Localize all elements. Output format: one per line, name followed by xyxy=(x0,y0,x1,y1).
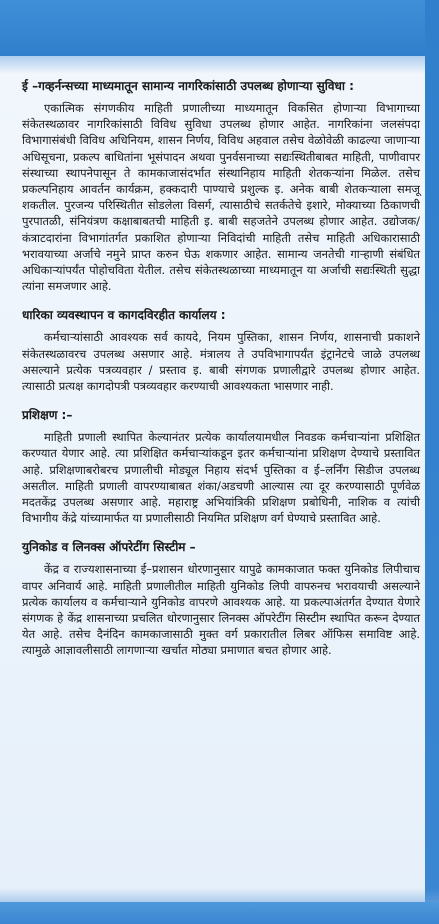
section-heading: प्रशिक्षण :– xyxy=(22,408,73,423)
section-egovernance-facilities xyxy=(22,78,420,294)
bottom-decorative-band xyxy=(0,902,439,924)
section-body: माहिती प्रणाली स्थापित केल्यानंतर प्रत्येक कार्यालयामधील निवडक कर्मचाऱ्यांना प्रशिक्षित करण्यात येणार आहे. त्या प्रशिक्षित कर्मचाऱ्यांकडून इतर कर्मचाऱ्यांना प्रशिक्षण देण्याचे प्रस्तावित आहे. प्रशिक्षणाबरोबरच प्रणालीची मोड्यूल निहाय संदर्भ पुस्तिका व ई–लर्निंग सिडीज उपलब्ध असतील. माहिती प्रणाली वापरण्याबाबत शंका/अडचणी आल्यास त्या दूर करण्यासाठी पूर्णवेळ मदतकेंद्र उपलब्ध असणार आहे. महाराष्ट्र अभियांत्रिकी प्रशिक्षण प्रबोधिनी, नाशिक व त्यांची विभागीय केंद्रे यांच्यामार्फत या प्रणालीसाठी नियमित प्रशिक्षण वर्ग घेण्याचे प्रस्तावित आहे. xyxy=(22,430,420,526)
section-body: कर्मचाऱ्यांसाठी आवश्यक सर्व कायदे, नियम पुस्तिका, शासन निर्णय, शासनाची प्रकाशने संकेतस्थळावरच उपलब्ध असणार आहे. मंत्रालय ते उपविभागापर्यंत इंट्रानेटचे जाळे उपलब्ध असल्याने प्रत्येक पत्रव्यवहार / प्रस्ताव इ. बाबी संगणक प्रणालीद्वारे उपलब्ध होणार आहेत. त्यासाठी प्रत्यक्ष कागदोपत्री पत्रव्यवहार करण्याची आवश्यकता भासणार नाही. xyxy=(22,330,420,394)
section-body: केंद्र व राज्यशासनाच्या ई–प्रशासन धोरणानुसार यापुढे कामकाजात फक्त युनिकोड लिपीचाच वापर अनिवार्य आहे. माहिती प्रणालीतील माहिती युनिकोड लिपी वापरुनच भरावयाची असल्याने प्रत्येक कार्यालय व कर्मचाऱ्याने युनिकोड वापरणे आवश्यक आहे. या प्रकल्पाअंतर्गत देण्यात येणारे संगणक हे केंद्र शासनाच्या प्रचलित धोरणानुसार लिनक्स ऑपरेटींग सिस्टीम स्थापित करून देण्यात येत आहे. तसेच दैनंदिन कामकाजासाठी मुक्त वर्ग प्रकारातील लिबर ऑफिस समाविष्ट आहे. त्यामुळे आज्ञावलीसाठी लागणाऱ्या खर्चात मोठ्या प्रमाणात बचत होणार आहे. xyxy=(22,562,420,658)
content-area xyxy=(22,78,420,672)
section-heading: युनिकोड व लिनक्स ऑपरेटींग सिस्टीम – xyxy=(22,540,196,555)
section-body: एकात्मिक संगणकीय माहिती प्रणालीच्या माध्यमातून विकसित होणाऱ्या विभागाच्या संकेतस्थळावर नागरिकांसाठी विविध सुविधा उपलब्ध होणार आहेत. नागरिकांना जलसंपदा विभागासंबंधी विविध अधिनियम, शासन निर्णय, विविध अहवाल तसेच वेळोवेळी काढल्या जाणाऱ्या अधिसूचना, प्रकल्प बाधितांना भूसंपादन अथवा पुनर्वसनाच्या सद्यःस्थितीबाबत माहिती, पाणीवापर संस्थाच्या स्थापनेपासून ते कामकाजासंदर्भात संस्थानिहाय माहिती शेतकऱ्यांना मिळेल. तसेच प्रकल्पनिहाय आवर्तन कार्यक्रम, हक्कदारी पाण्याचे प्रशुल्क इ. अनेक बाबी शेतकऱ्याला समजू शकतील. पुरजन्य परिस्थितीत सोडलेला विसर्ग, त्यासाठीचे सतर्कतेचे इशारे, मोक्याच्या ठिकाणची पुरपातळी, संनियंत्रण कक्षाबाबतची माहिती इ. बाबी सहजतेने उपलब्ध होणार आहेत. उद्योजक/कंत्राटदारांना विभागांतर्गत प्रकाशित होणाऱ्या निविदांची माहिती तसेच माहिती अधिकारासाठी भरावयाच्या अर्जाचे नमुने प्राप्त करुन घेऊ शकणार आहेत. सामान्य जनतेची गाऱ्हाणी संबंधित अधिकाऱ्यांपर्यंत पोहोचविता येतील. तसेच संकेतस्थळाच्या माध्यमातून या अर्जाची सद्यःस्थिती सुद्धा त्यांना समजणार आहे. xyxy=(22,101,420,294)
section-heading: ई –गव्हर्नन्सच्या माध्यमातून सामान्य नागरिकांसाठी उपलब्ध होणाऱ्या सुविधा : xyxy=(22,79,354,93)
section-heading: धारिका व्यवस्थापन व कागदविरहीत कार्यालय : xyxy=(22,308,226,323)
right-decorative-band xyxy=(425,0,439,924)
section-training xyxy=(22,407,420,526)
section-file-management xyxy=(22,307,420,394)
top-decorative-band xyxy=(0,0,439,56)
section-unicode-linux xyxy=(22,539,420,658)
